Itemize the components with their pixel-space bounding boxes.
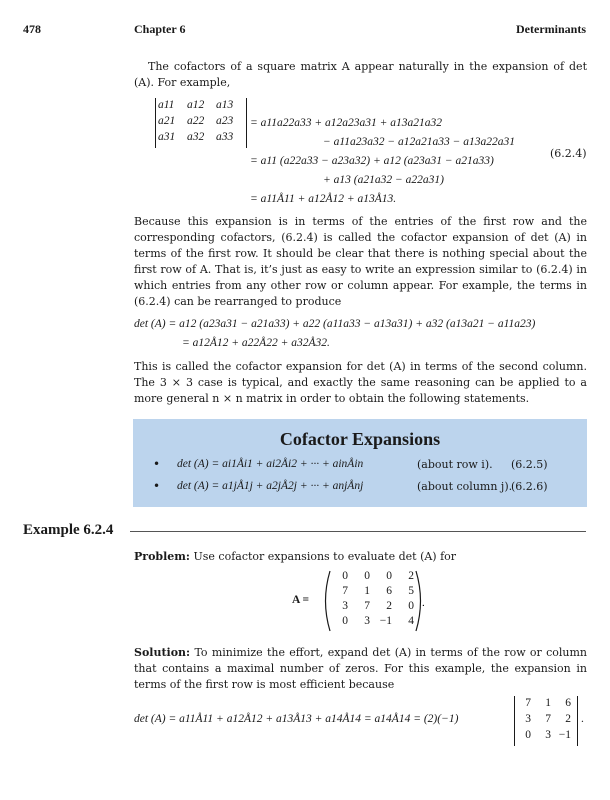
det3-cell: 0: [525, 729, 531, 741]
eq-column-2-line-1: det (A) = a12 (a23a31 − a21a33) + a22 (a11a33 − a13a31) + a32 (a13a21 − a11a23): [134, 318, 536, 330]
formula-row-expansion: det (A) = ai1Åi1 + ai2Åi2 + ··· + ainÅin: [177, 458, 364, 470]
label-6-2-6: (6.2.6): [511, 480, 548, 493]
det3-cell: 7: [525, 697, 531, 709]
problem-text: Use cofactor expansions to evaluate det (A) for: [193, 550, 457, 563]
matrix-a-cell: 2: [386, 600, 392, 612]
det-matrix-cell: a23: [216, 115, 234, 127]
det3-cell: 7: [545, 713, 551, 725]
intro-paragraph: The cofactors of a square matrix A appear naturally in the expansion of det (A). For example,: [134, 60, 587, 89]
matrix-a-cell: 0: [408, 600, 414, 612]
det-matrix-cell: a22: [187, 115, 205, 127]
chapter-title: Chapter 6: [134, 22, 186, 36]
det-bar-left: [155, 98, 156, 148]
solution-label: Solution:: [134, 646, 191, 659]
final-equation: det (A) = a11Å11 + a12Å12 + a13Å13 + a14Å14 = a14Å14 = (2)(−1): [134, 713, 459, 725]
matrix-a-cell: 0: [386, 570, 392, 582]
section-title: Determinants: [516, 22, 586, 36]
note-column-expansion: (about column j).: [417, 480, 513, 493]
det3-cell: 3: [525, 713, 531, 725]
bullet-icon: •: [153, 457, 161, 471]
eq-line-4: + a13 (a21a32 − a22a31): [323, 174, 444, 186]
example-title: Example 6.2.4: [23, 522, 114, 538]
eq-line-3: = a11 (a22a33 − a23a32) + a12 (a23a31 − a21a33): [250, 155, 494, 167]
bullet-icon: •: [153, 479, 161, 493]
problem-label: Problem:: [134, 550, 190, 563]
matrix-a-cell: 7: [342, 585, 348, 597]
det-matrix-cell: a11: [158, 99, 175, 111]
eq-label-6-2-4: (6.2.4): [550, 147, 587, 160]
solution-text: To minimize the effort, expand det (A) in terms of the row or column that contains a maximal number of zeros. For this example, the expansion in terms of the first row is most efficient because: [134, 646, 587, 691]
formula-column-expansion: det (A) = a1jÅ1j + a2jÅ2j + ··· + anjÅnj: [177, 480, 364, 492]
eq-column-2-line-2: = a12Å12 + a22Å22 + a32Å32.: [182, 337, 330, 349]
eq-line-5: = a11Å11 + a12Å12 + a13Å13.: [250, 193, 397, 205]
example-rule: [130, 531, 586, 532]
matrix-a-cell: −1: [379, 615, 392, 627]
matrix-a-cell: 0: [364, 570, 370, 582]
box-title: Cofactor Expansions: [279, 429, 441, 449]
det3-cell: 3: [545, 729, 551, 741]
matrix-a-label: A =: [292, 594, 310, 606]
eq-line-2: − a11a23a32 − a12a21a33 − a13a22a31: [323, 136, 516, 148]
det3-cell: 1: [545, 697, 551, 709]
matrix-a-cell: 3: [342, 600, 348, 612]
note-row-expansion: (about row i).: [417, 458, 493, 471]
det-matrix-cell: a33: [216, 131, 234, 143]
det3-cell: −1: [558, 729, 571, 741]
det-matrix-cell: a13: [216, 99, 234, 111]
final-period: .: [581, 713, 584, 725]
matrix-a-cell: 2: [408, 570, 414, 582]
det3-bar-right: [577, 696, 578, 746]
det3-cell: 2: [565, 713, 571, 725]
det-matrix-cell: a21: [158, 115, 176, 127]
matrix-a-cell: 3: [364, 615, 370, 627]
matrix-a-cell: 6: [386, 585, 392, 597]
body-paragraph-2: Because this expansion is in terms of the entries of the first row and the corresponding cofactors, (6.2.4) is called the cofactor expansion of det (A) in terms of the first row. It should be clear that there is nothing special about the first row of A. That is, it’s just as easy to write an expression similar to (6.2.4) in which entries from any other row or column appear. For example, the terms in (6.2.4) can be rearranged to produce: [134, 215, 587, 308]
svg-text:.: .: [422, 597, 425, 609]
eq-line-1: = a11a22a33 + a12a23a31 + a13a21a32: [250, 117, 443, 129]
det-matrix-cell: a12: [187, 99, 205, 111]
det-bar-right: [246, 98, 247, 148]
matrix-a-cell: 4: [408, 615, 414, 627]
det-matrix-cell: a31: [158, 131, 176, 143]
det3-cell: 6: [565, 697, 571, 709]
matrix-a-cell: 5: [408, 585, 414, 597]
label-6-2-5: (6.2.5): [511, 458, 548, 471]
matrix-a-cell: 1: [364, 585, 370, 597]
page-number: 478: [23, 22, 41, 36]
matrix-a-cell: 0: [342, 615, 348, 627]
matrix-a-cell: 7: [364, 600, 370, 612]
body-paragraph-3: This is called the cofactor expansion for det (A) in terms of the second column. The 3 × 3 case is typical, and exactly the same reasoning can be applied to a more general n × n matrix in order to obtain the following statements.: [134, 360, 587, 405]
matrix-a-cell: 0: [342, 570, 348, 582]
det-matrix-cell: a32: [187, 131, 205, 143]
cofactor-expansions-box: [133, 419, 587, 507]
